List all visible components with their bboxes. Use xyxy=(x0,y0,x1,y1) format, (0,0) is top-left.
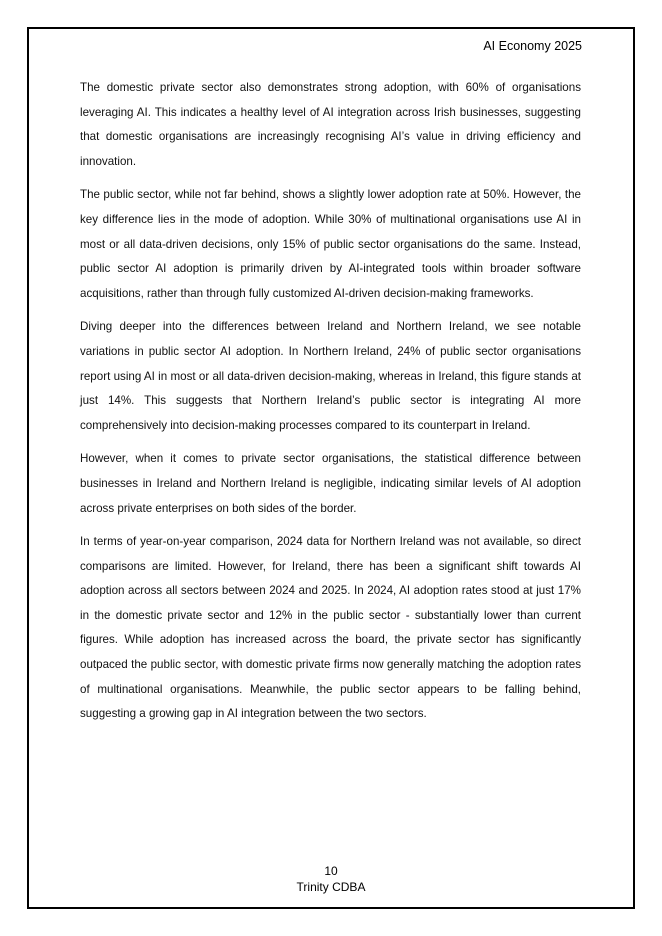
paragraph-ireland-vs-northern-ireland: Diving deeper into the differences between Ireland and Northern Ireland, we see notable variations in public sector AI adoption. In Northern Ireland, 24% of public sector organisations report using AI in most or all data-driven decision-making, whereas in Ireland, this figure stands at just 14%. This suggests that Northern Ireland’s public sector is integrating AI more comprehensively into decision-making processes compared to its counterpart in Ireland. xyxy=(80,320,581,432)
footer-organisation: Trinity CDBA xyxy=(296,880,366,894)
page-number: 10 xyxy=(324,864,338,878)
document-body xyxy=(80,76,581,736)
paragraph-year-on-year: In terms of year-on-year comparison, 2024 data for Northern Ireland was not available, so direct comparisons are limited. However, for Ireland, there has been a significant shift towards AI adoption across all sectors between 2024 and 2025. In 2024, AI adoption rates stood at just 17% in the domestic private sector and 12% in the public sector - substantially lower than current figures. While adoption has increased across the board, the private sector has significantly outpaced the public sector, with domestic private firms now generally matching the adoption rates of multinational organisations. Meanwhile, the public sector appears to be falling behind, suggesting a growing gap in AI integration between the two sectors. xyxy=(80,535,581,721)
paragraph-public-sector: The public sector, while not far behind, shows a slightly lower adoption rate at 50%. However, the key difference lies in the mode of adoption. While 30% of multinational organisations use AI in most or all data-driven decisions, only 15% of public sector organisations do the same. Instead, public sector AI adoption is primarily driven by AI-integrated tools within broader software acquisitions, rather than through fully customized AI-driven decision-making frameworks. xyxy=(80,188,581,300)
running-header: AI Economy 2025 xyxy=(483,39,582,53)
paragraph-domestic-private-sector: The domestic private sector also demonstrates strong adoption, with 60% of organisations leveraging AI. This indicates a healthy level of AI integration across Irish businesses, suggesting that domestic organisations are increasingly recognising AI’s value in driving efficiency and innovation. xyxy=(80,81,581,168)
page-footer xyxy=(0,863,662,895)
paragraph-private-sector-comparison: However, when it comes to private sector organisations, the statistical difference between businesses in Ireland and Northern Ireland is negligible, indicating similar levels of AI adoption across private enterprises on both sides of the border. xyxy=(80,452,581,515)
